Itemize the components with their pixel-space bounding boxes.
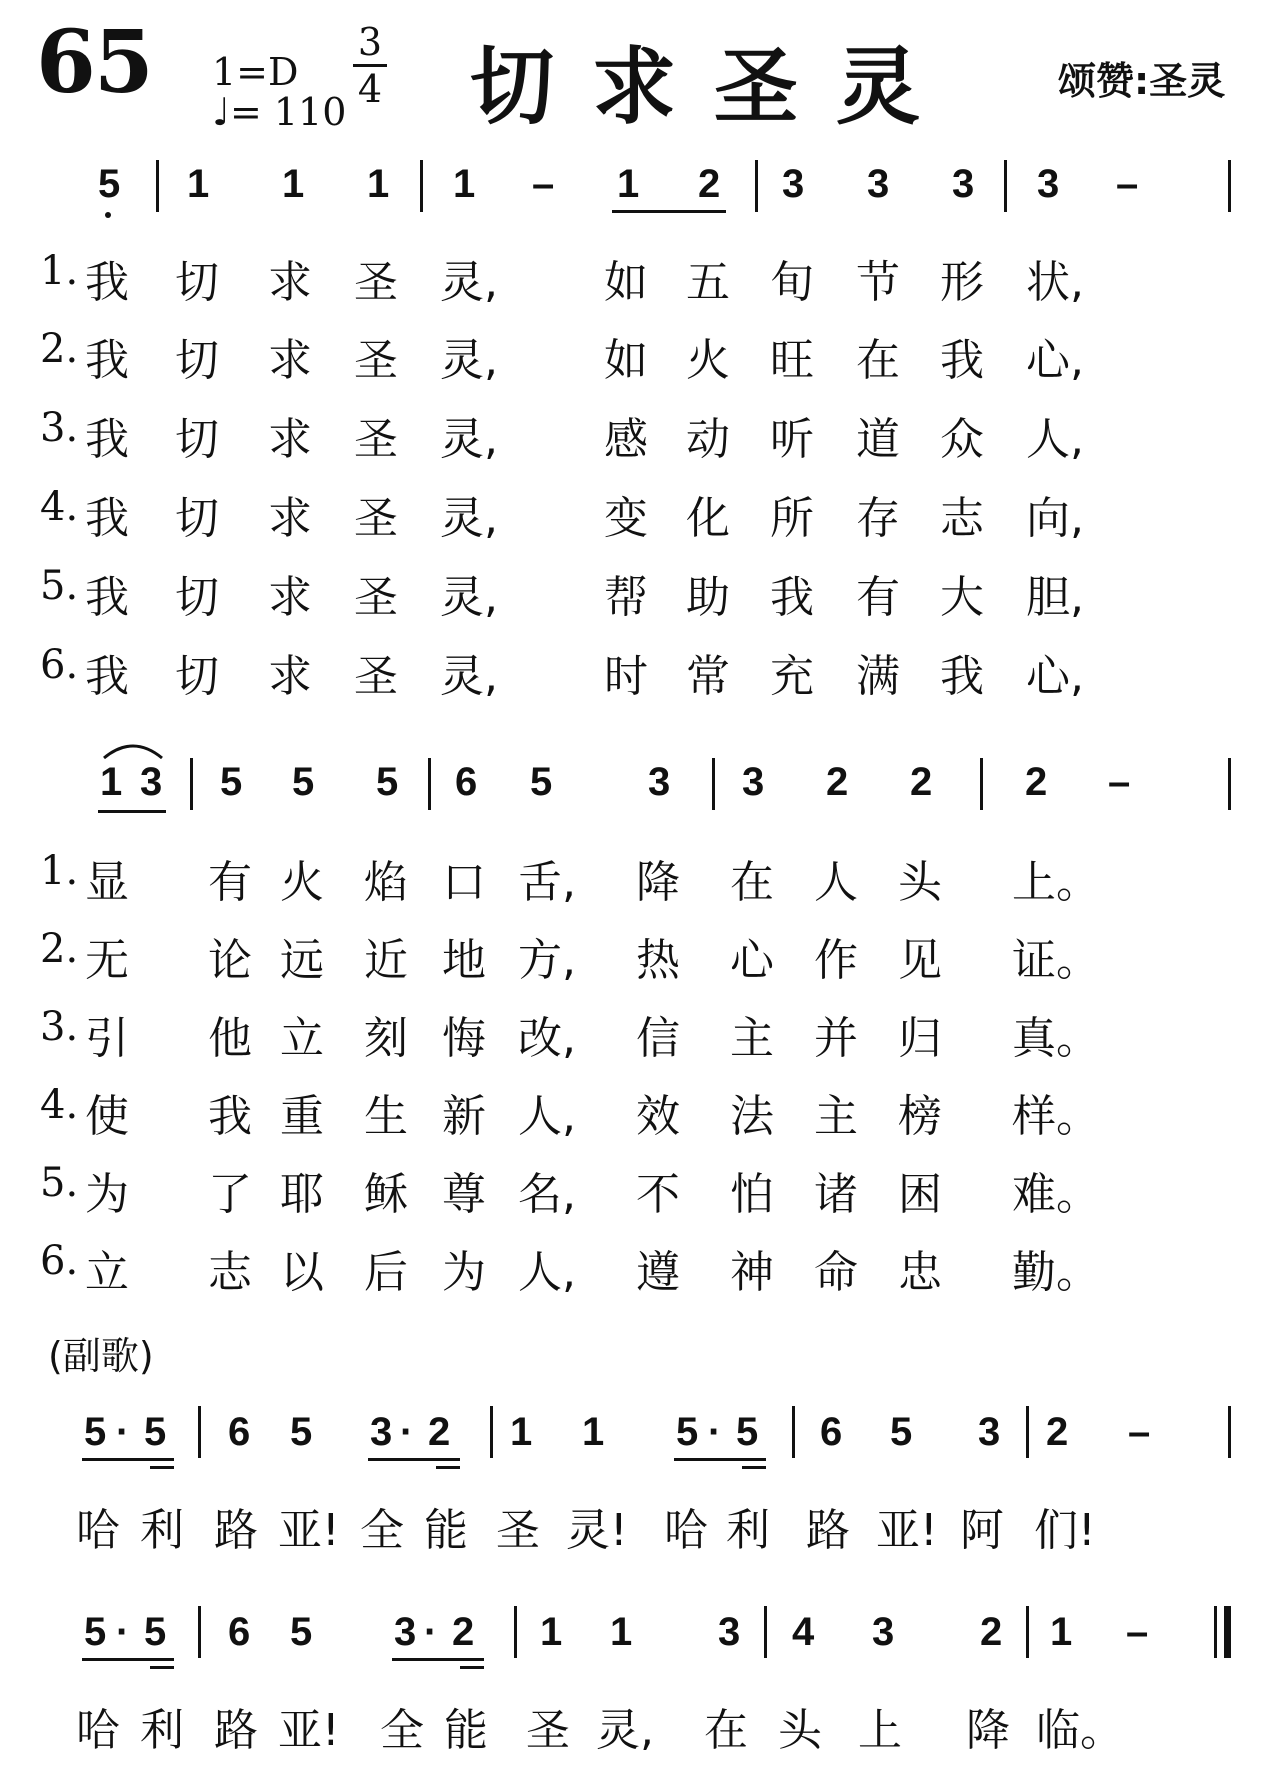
lyric-syllable: 亚! [876,1505,938,1556]
lyric-syllable: 志 [208,1247,252,1298]
lyric-syllable: 火 [280,857,324,908]
lyric-syllable: 作 [814,935,858,986]
note: 3 [648,760,671,804]
lyric-syllable: 新 [442,1091,486,1142]
lyric-syllable: 五 [686,257,730,308]
lyric-syllable: 了 [208,1169,252,1220]
lyric-syllable: 热 [636,935,680,986]
lyric-syllable: 路 [214,1705,258,1756]
lyric-syllable: 困 [898,1169,942,1220]
verse-number: 6. [40,642,79,688]
lyric-syllable: 有 [856,572,900,623]
lyric-syllable: 并 [814,1013,858,1064]
quarter-note-icon: ♩ [212,90,230,134]
lyric-syllable: 在 [730,857,774,908]
lyric-syllable: 稣 [364,1169,408,1220]
lyric-syllable: 为 [442,1247,486,1298]
lyric-syllable: 真。 [1012,1013,1100,1064]
lyric-syllable: 显 [85,857,129,908]
dotted-rhythm: · [708,1410,722,1454]
sixteenth-beam [150,1666,174,1669]
refrain-label: (副歌) [48,1334,154,1378]
bar-line [198,1406,201,1458]
tempo-marking [212,90,346,134]
lyric-syllable: 耶 [280,1169,324,1220]
lyric-syllable: 亚! [278,1505,340,1556]
lyric-syllable: 节 [856,257,900,308]
lyric-syllable: 远 [280,935,324,986]
lyric-syllable: 我 [85,257,129,308]
lyric-syllable: 为 [85,1169,129,1220]
lyric-syllable: 悔 [442,1013,486,1064]
note-extension: – [1126,1610,1149,1654]
bar-line [156,160,159,212]
lyric-syllable: 旺 [770,335,814,386]
key-signature: 1=D [212,50,299,94]
note: 3 [394,1610,417,1654]
lyric-syllable: 满 [856,651,900,702]
lyric-syllable: 求 [268,257,312,308]
low-octave-dot [105,212,111,218]
lyric-syllable: 灵! [566,1505,628,1556]
bar-line [420,160,423,212]
lyric-syllable: 灵, [440,257,498,308]
lyric-syllable: 我 [85,335,129,386]
lyric-syllable: 灵, [596,1705,654,1756]
note: 5 [220,760,243,804]
verse-number: 5. [40,563,79,609]
note: 5 [376,760,399,804]
lyric-syllable: 听 [770,414,814,465]
eighth-beam [674,1458,766,1461]
eighth-beam [368,1458,460,1461]
lyric-syllable: 主 [814,1091,858,1142]
bar-line [1228,160,1231,212]
bar-line [428,758,431,810]
lyric-syllable: 切 [175,493,219,544]
note: 2 [1025,760,1048,804]
lyric-syllable: 化 [686,493,730,544]
lyric-syllable: 哈 [76,1705,120,1756]
note: 5 [736,1410,759,1454]
lyric-syllable: 人, [518,1247,576,1298]
lyric-syllable: 圣 [354,414,398,465]
lyric-syllable: 降 [966,1705,1010,1756]
lyric-syllable: 法 [730,1091,774,1142]
lyric-syllable: 圣 [526,1705,570,1756]
sixteenth-beam [460,1666,484,1669]
lyric-syllable: 我 [770,572,814,623]
lyric-syllable: 求 [268,651,312,702]
lyric-syllable: 有 [208,857,252,908]
note: 1 [282,162,305,206]
bar-line [1004,160,1007,212]
note: 3 [978,1410,1001,1454]
lyric-syllable: 帮 [604,572,648,623]
lyric-syllable: 头 [898,857,942,908]
note: 6 [228,1610,251,1654]
lyric-syllable: 大 [940,572,984,623]
eighth-beam [98,810,166,813]
lyric-syllable: 心, [1026,651,1084,702]
lyric-syllable: 口 [442,857,486,908]
lyric-syllable: 心, [1026,335,1084,386]
lyric-syllable: 灵, [440,651,498,702]
lyric-syllable: 切 [175,335,219,386]
lyric-syllable: 如 [604,257,648,308]
lyric-syllable: 我 [85,651,129,702]
verse-number: 3. [40,1004,79,1050]
lyric-syllable: 上。 [1012,857,1100,908]
lyric-syllable: 路 [214,1505,258,1556]
lyric-syllable: 圣 [354,257,398,308]
verse-number: 4. [40,484,79,530]
eighth-beam [612,210,726,213]
note: 2 [452,1610,475,1654]
lyric-syllable: 求 [268,493,312,544]
bar-line [1228,758,1231,810]
verse-number: 3. [40,405,79,451]
note: 2 [826,760,849,804]
bar-line [1026,1406,1029,1458]
note: 3 [718,1610,741,1654]
lyric-syllable: 心 [730,935,774,986]
bar-line [764,1606,767,1658]
lyric-syllable: 生 [364,1091,408,1142]
lyric-syllable: 切 [175,651,219,702]
note: 1 [100,760,123,804]
tempo-value: = 110 [229,90,347,134]
lyric-syllable: 头 [778,1705,822,1756]
note: 3 [782,162,805,206]
lyric-syllable: 样。 [1012,1091,1100,1142]
lyric-syllable: 向, [1026,493,1084,544]
lyric-syllable: 方, [518,935,576,986]
note: 4 [792,1610,815,1654]
note: 5 [290,1410,313,1454]
lyric-syllable: 我 [940,651,984,702]
lyric-syllable: 感 [604,414,648,465]
lyric-syllable: 地 [442,935,486,986]
lyric-syllable: 众 [940,414,984,465]
lyric-syllable: 舌, [518,857,576,908]
note: 2 [428,1410,451,1454]
lyric-syllable: 在 [856,335,900,386]
sixteenth-beam [742,1466,766,1469]
lyric-syllable: 神 [730,1247,774,1298]
lyric-syllable: 勤。 [1012,1247,1100,1298]
note: 1 [1050,1610,1073,1654]
lyric-syllable: 全 [360,1505,404,1556]
lyric-syllable: 人, [1026,414,1084,465]
lyric-syllable: 立 [85,1247,129,1298]
lyric-syllable: 上 [858,1705,902,1756]
lyric-syllable: 使 [85,1091,129,1142]
note: 5 [890,1410,913,1454]
sixteenth-beam [150,1466,174,1469]
lyric-syllable: 忠 [898,1247,942,1298]
lyric-syllable: 求 [268,572,312,623]
verse-number: 1. [40,248,79,294]
note: 6 [228,1410,251,1454]
note: 1 [367,162,390,206]
lyric-syllable: 哈 [76,1505,120,1556]
lyric-syllable: 命 [814,1247,858,1298]
note-extension: – [1116,162,1139,206]
note-extension: – [1108,760,1131,804]
lyric-syllable: 亚! [278,1705,340,1756]
lyric-syllable: 圣 [354,572,398,623]
final-bar-line-thin [1214,1606,1217,1658]
note: 6 [455,760,478,804]
bar-line [980,758,983,810]
lyric-syllable: 们! [1034,1505,1096,1556]
lyric-syllable: 降 [636,857,680,908]
lyric-syllable: 引 [85,1013,129,1064]
lyric-syllable: 临。 [1036,1705,1124,1756]
note: 3 [872,1610,895,1654]
note: 5 [84,1410,107,1454]
hymn-category: 颂赞:圣灵 [1058,59,1226,103]
lyric-syllable: 我 [208,1091,252,1142]
lyric-syllable: 我 [940,335,984,386]
lyric-syllable: 灵, [440,414,498,465]
lyric-syllable: 榜 [898,1091,942,1142]
lyric-syllable: 在 [704,1705,748,1756]
lyric-syllable: 我 [85,414,129,465]
lyric-syllable: 不 [636,1169,680,1220]
lyric-syllable: 诸 [814,1169,858,1220]
lyric-syllable: 效 [636,1091,680,1142]
lyric-syllable: 求 [268,414,312,465]
lyric-syllable: 灵, [440,335,498,386]
lyric-syllable: 切 [175,414,219,465]
lyric-syllable: 难。 [1012,1169,1100,1220]
lyric-syllable: 切 [175,572,219,623]
lyric-syllable: 改, [518,1013,576,1064]
lyric-syllable: 状, [1026,257,1084,308]
verse-number: 5. [40,1160,79,1206]
sixteenth-beam [436,1466,460,1469]
note: 5 [144,1410,167,1454]
lyric-syllable: 尊 [442,1169,486,1220]
bar-line [1026,1606,1029,1658]
hymn-title: 切求圣灵 [470,38,959,136]
lyric-syllable: 见 [898,935,942,986]
eighth-beam [82,1658,174,1661]
lyric-syllable: 焰 [364,857,408,908]
lyric-syllable: 主 [730,1013,774,1064]
lyric-syllable: 常 [686,651,730,702]
lyric-syllable: 圣 [354,493,398,544]
lyric-syllable: 人 [814,857,858,908]
lyric-syllable: 能 [424,1505,468,1556]
note: 1 [187,162,210,206]
note: 5 [98,162,121,206]
lyric-syllable: 动 [686,414,730,465]
note: 6 [820,1410,843,1454]
note: 2 [980,1610,1003,1654]
lyric-syllable: 助 [686,572,730,623]
lyric-syllable: 圣 [354,335,398,386]
final-bar-line-thick [1224,1606,1231,1658]
lyric-syllable: 利 [140,1505,184,1556]
note: 1 [510,1410,533,1454]
time-signature-top: 3 [357,20,383,64]
lyric-syllable: 充 [770,651,814,702]
lyric-syllable: 所 [770,493,814,544]
note: 1 [582,1410,605,1454]
lyric-syllable: 信 [636,1013,680,1064]
note: 5 [290,1610,313,1654]
lyric-syllable: 旬 [770,257,814,308]
lyric-syllable: 全 [380,1705,424,1756]
dotted-rhythm: · [424,1610,438,1654]
lyric-syllable: 重 [280,1091,324,1142]
lyric-syllable: 形 [940,257,984,308]
note: 5 [676,1410,699,1454]
lyric-syllable: 圣 [354,651,398,702]
note: 5 [292,760,315,804]
dotted-rhythm: · [116,1410,130,1454]
lyric-syllable: 胆, [1026,572,1084,623]
note: 3 [140,760,163,804]
lyric-syllable: 道 [856,414,900,465]
bar-line [755,160,758,212]
lyric-syllable: 怕 [730,1169,774,1220]
slur-mark [100,738,166,760]
bar-line [198,1606,201,1658]
lyric-syllable: 我 [85,572,129,623]
lyric-syllable: 变 [604,493,648,544]
note: 5 [84,1610,107,1654]
lyric-syllable: 如 [604,335,648,386]
hymn-number: 65 [36,12,152,113]
note: 2 [910,760,933,804]
note: 3 [1037,162,1060,206]
note: 2 [698,162,721,206]
note: 1 [610,1610,633,1654]
lyric-syllable: 归 [898,1013,942,1064]
lyric-syllable: 后 [364,1247,408,1298]
eighth-beam [392,1658,484,1661]
note-extension: – [532,162,555,206]
verse-number: 2. [40,926,79,972]
lyric-syllable: 近 [364,935,408,986]
lyric-syllable: 切 [175,257,219,308]
note: 2 [1046,1410,1069,1454]
note: 3 [867,162,890,206]
lyric-syllable: 立 [280,1013,324,1064]
lyric-syllable: 求 [268,335,312,386]
verse-number: 6. [40,1238,79,1284]
note: 3 [742,760,765,804]
lyric-syllable: 火 [686,335,730,386]
lyric-syllable: 论 [208,935,252,986]
lyric-syllable: 灵, [440,493,498,544]
lyric-syllable: 名, [518,1169,576,1220]
time-signature [352,22,388,109]
bar-line [792,1406,795,1458]
lyric-syllable: 利 [140,1705,184,1756]
lyric-syllable: 我 [85,493,129,544]
note: 3 [370,1410,393,1454]
lyric-syllable: 圣 [496,1505,540,1556]
lyric-syllable: 利 [726,1505,770,1556]
note: 1 [540,1610,563,1654]
lyric-syllable: 证。 [1012,935,1100,986]
note: 1 [453,162,476,206]
lyric-syllable: 刻 [364,1013,408,1064]
note: 3 [952,162,975,206]
bar-line [1228,1406,1231,1458]
bar-line [190,758,193,810]
lyric-syllable: 路 [806,1505,850,1556]
note: 1 [617,162,640,206]
verse-number: 4. [40,1082,79,1128]
eighth-beam [82,1458,174,1461]
lyric-syllable: 他 [208,1013,252,1064]
lyric-syllable: 无 [85,935,129,986]
lyric-syllable: 以 [280,1247,324,1298]
bar-line [490,1406,493,1458]
lyric-syllable: 志 [940,493,984,544]
time-signature-bottom: 4 [357,67,383,111]
lyric-syllable: 能 [444,1705,488,1756]
dotted-rhythm: · [116,1610,130,1654]
verse-number: 1. [40,848,79,894]
bar-line [514,1606,517,1658]
lyric-syllable: 哈 [664,1505,708,1556]
verse-number: 2. [40,326,79,372]
lyric-syllable: 存 [856,493,900,544]
note: 5 [144,1610,167,1654]
lyric-syllable: 灵, [440,572,498,623]
note: 5 [530,760,553,804]
note-extension: – [1128,1410,1151,1454]
lyric-syllable: 阿 [960,1505,1004,1556]
bar-line [712,758,715,810]
lyric-syllable: 遵 [636,1247,680,1298]
dotted-rhythm: · [400,1410,414,1454]
lyric-syllable: 人, [518,1091,576,1142]
lyric-syllable: 时 [604,651,648,702]
